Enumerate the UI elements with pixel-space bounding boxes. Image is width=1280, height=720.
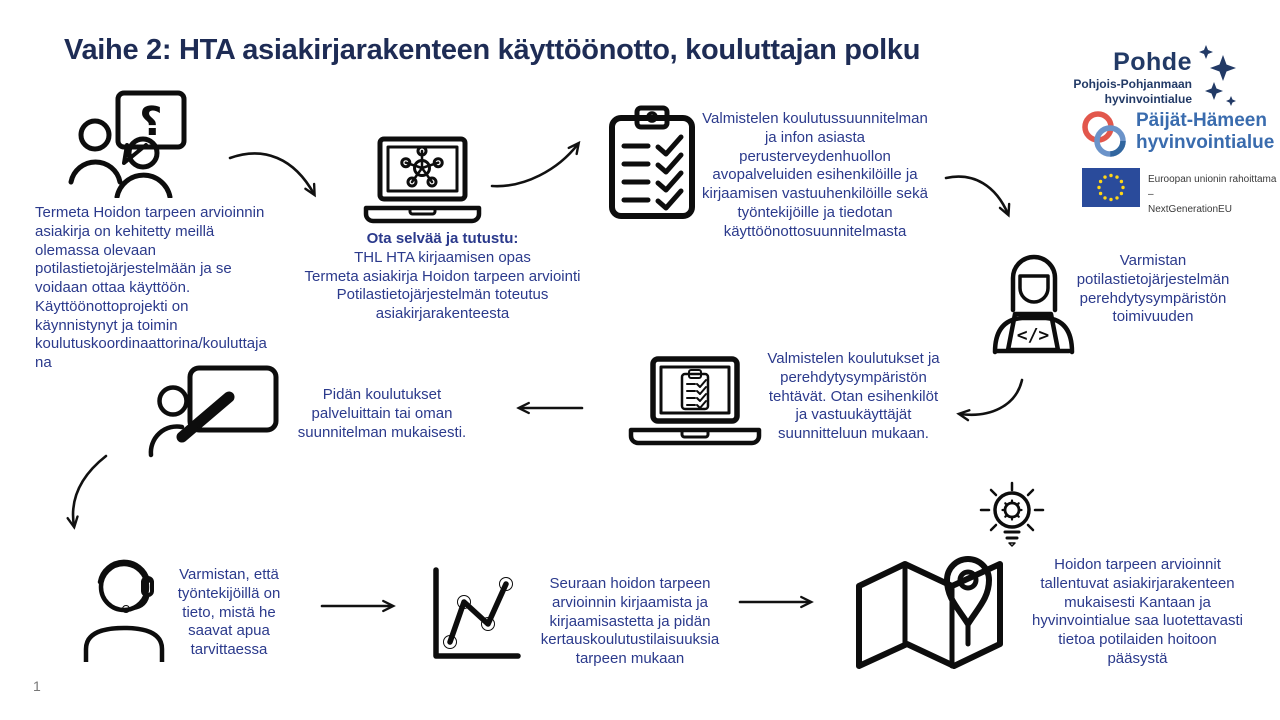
step-8-text: Seuraan hoidon tarpeen arvioinnin kirjaamista ja kirjaamisastetta ja pidän kertauskoulutustilaisuuksia tarpeen mukaan bbox=[540, 575, 720, 667]
arrow-step2-step3-icon bbox=[486, 134, 590, 198]
line-chart-icon bbox=[426, 566, 526, 664]
step-2-line1: THL HTA kirjaamisen opas bbox=[354, 248, 531, 266]
svg-text:?: ? bbox=[139, 99, 163, 145]
map-pin-icon bbox=[853, 556, 1005, 674]
page-title: Vaihe 2: HTA asiakirjarakenteen käyttöönotto, kouluttajan polku bbox=[64, 34, 921, 66]
step-5-text: Valmistelen koulutukset ja perehdytysympäristön tehtävät. Otan esihenkilöt ja vastuukäyttäjät suunnitteluun mukaan. bbox=[767, 350, 940, 442]
arrow-step7-step8-icon bbox=[316, 594, 404, 618]
step-7-text: Varmistan, että työntekijöillä on tieto, mistä he saavat apua tarvittaessa bbox=[177, 566, 281, 658]
support-headset-icon bbox=[80, 550, 172, 662]
step-1-text: Termeta Hoidon tarpeen arvioinnin asiakirja on kehitetty meillä olemassa olevaan potilastietojärjestelmään ja se voidaan ottaa käyttöön. Käyttöönottoprojekti on käynnistynyt ja toimin koulutuskoordinaattorina/kouluttajana bbox=[35, 204, 267, 371]
laptop-network-icon bbox=[360, 136, 485, 226]
step-2-line2: Termeta asiakirja Hoidon tarpeen arviointi bbox=[304, 267, 581, 285]
paijat-line2: hyvinvointialue bbox=[1136, 131, 1275, 153]
paijat-hame-logo-text bbox=[1136, 110, 1274, 154]
people-question-icon bbox=[68, 90, 193, 198]
step-3-text: Valmistelen koulutussuunnitelman ja infon asiasta perusterveydenhuollon avopalveluiden esihenkilöille ja kirjaamisen vastuuhenkilöille sekä työntekijöille ja tiedotan käyttöönottosuunnitelmasta bbox=[702, 110, 928, 240]
presenter-board-icon bbox=[145, 365, 280, 475]
paijat-line1: Päijät-Hämeen bbox=[1136, 110, 1267, 131]
arrow-step4-step5-icon bbox=[948, 374, 1030, 436]
eu-caption-line1: Euroopan unionin rahoittama – bbox=[1148, 174, 1277, 200]
step-2-line3: Potilastietojärjestelmän toteutus asiakirjarakenteesta bbox=[336, 286, 549, 322]
arrow-step8-step9-icon bbox=[734, 590, 822, 614]
eu-flag-icon bbox=[1082, 168, 1140, 207]
arrow-step1-step2-icon bbox=[224, 144, 328, 212]
pohde-region-line2: hyvinvointialue bbox=[1104, 92, 1192, 106]
pohde-region-line1: Pohjois-Pohjanmaan bbox=[1073, 77, 1192, 91]
eu-funding-caption bbox=[1148, 172, 1280, 217]
step-2-heading: Ota selvää ja tutustu: bbox=[366, 230, 519, 247]
laptop-checklist-icon bbox=[625, 356, 765, 448]
pohde-logo bbox=[1073, 48, 1192, 107]
step-9-text: Hoidon tarpeen arvioinnit tallentuvat asiakirjarakenteen mukaisesti Kantaan ja hyvinvointialue saa luotettavasti tietoa potilaiden hoitoon pääsystä bbox=[1032, 556, 1243, 667]
arrow-step3-step4-icon bbox=[940, 166, 1024, 228]
step-2-text bbox=[290, 230, 595, 324]
clipboard-check-icon bbox=[608, 104, 696, 220]
svg-text:</>: </> bbox=[1016, 325, 1050, 346]
eu-caption-line2: NextGenerationEU bbox=[1148, 204, 1232, 215]
idea-bulb-icon bbox=[974, 480, 1050, 558]
step-6-text: Pidän koulutukset palveluittain tai oman suunnitelman mukaisesti. bbox=[297, 386, 467, 441]
step-4-text: Varmistan potilastietojärjestelmän perehdytysympäristön toimivuuden bbox=[1076, 252, 1230, 326]
pohde-stars-icon bbox=[1196, 42, 1238, 106]
arrow-step6-step7-icon bbox=[62, 450, 118, 538]
page-number: 1 bbox=[33, 678, 41, 694]
pohde-wordmark: Pohde bbox=[1113, 48, 1192, 76]
arrow-step5-step6-icon bbox=[510, 396, 590, 420]
paijat-hame-logo-icon bbox=[1078, 108, 1130, 160]
